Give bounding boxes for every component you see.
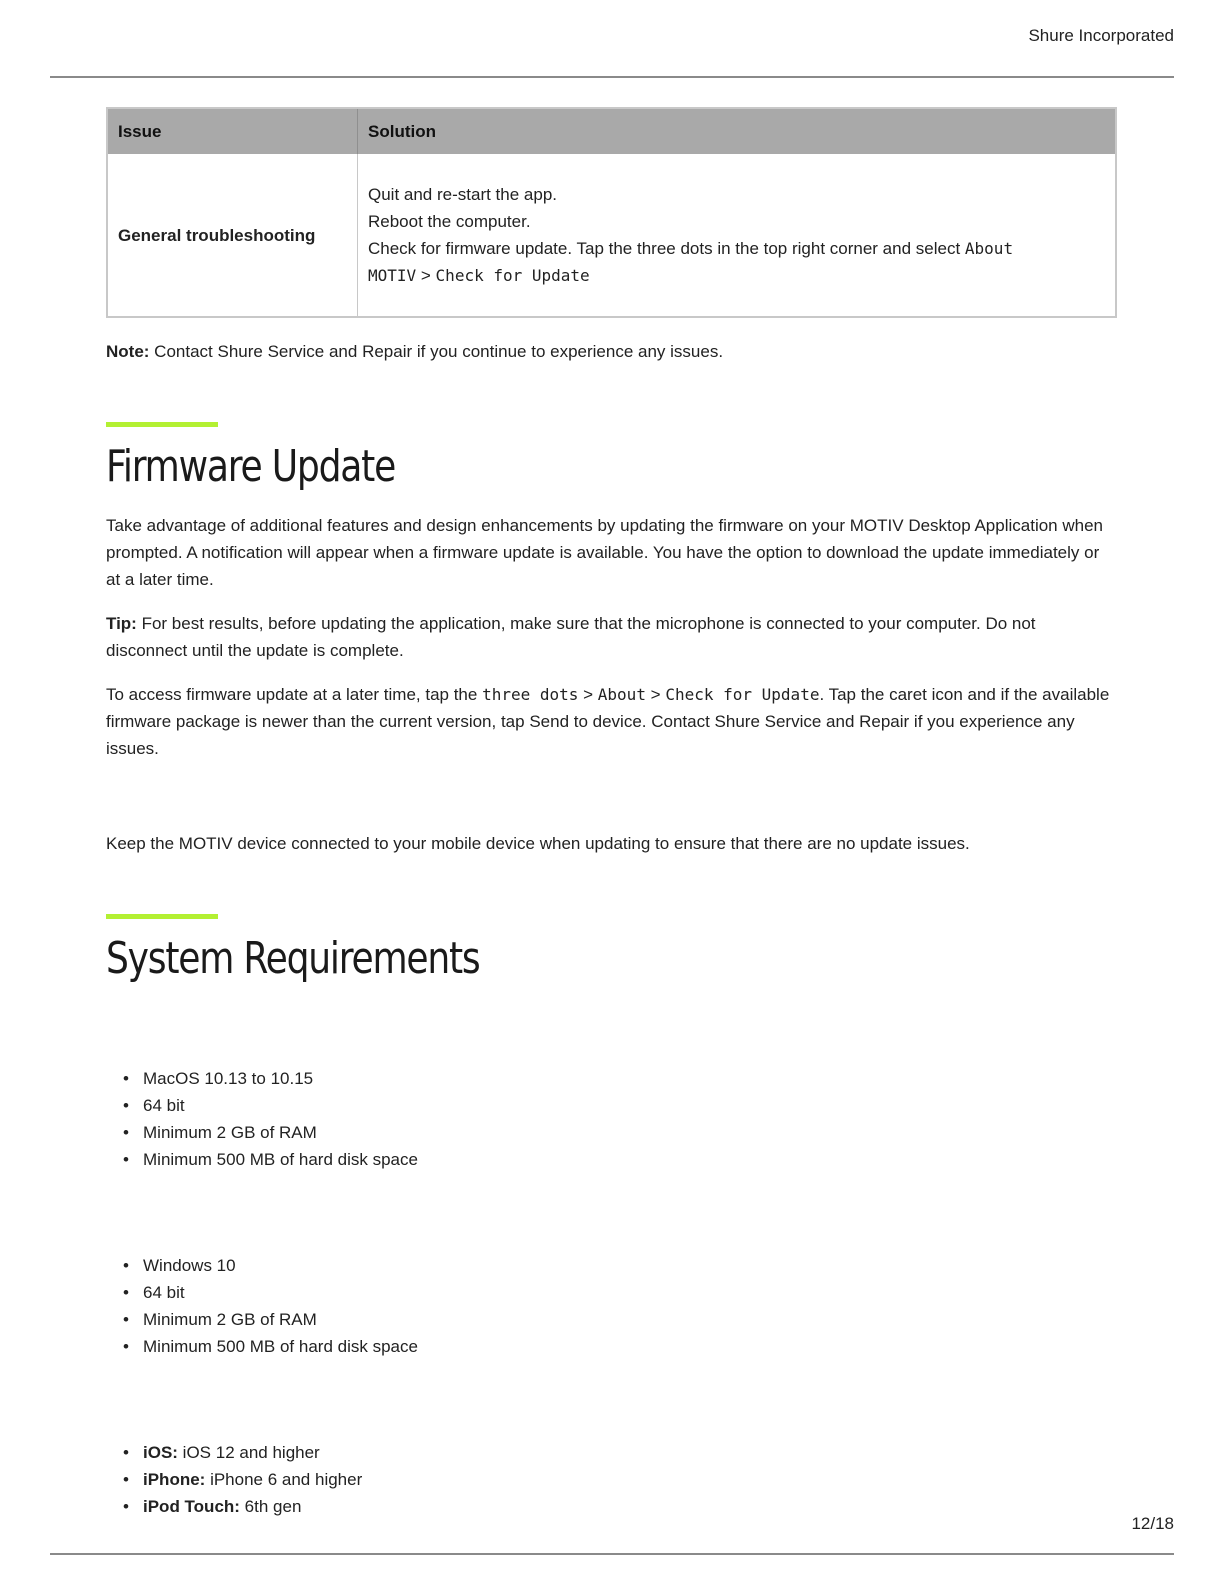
- list-item-text: 6th gen: [239, 1497, 302, 1516]
- bullet-icon: •: [123, 1310, 129, 1329]
- list-item: [106, 1279, 1118, 1306]
- list-item: [106, 1252, 1118, 1279]
- bullet-icon: •: [123, 1123, 129, 1142]
- list-item-text: Minimum 500 MB of hard disk space: [143, 1337, 418, 1356]
- list-item-label: iPod Touch:: [143, 1497, 240, 1516]
- list-item-text: Minimum 500 MB of hard disk space: [143, 1150, 418, 1169]
- bullet-icon: •: [123, 1069, 129, 1088]
- solution-line: Reboot the computer.: [368, 212, 531, 231]
- ios-requirements-list: [106, 1439, 1118, 1520]
- list-item-text: iPhone 6 and higher: [205, 1470, 363, 1489]
- header-company-name: Shure Incorporated: [1028, 26, 1174, 45]
- code-about: About: [964, 239, 1014, 258]
- section-title-firmware-update: Firmware Update: [106, 441, 396, 492]
- firmware-intro-paragraph: Take advantage of additional features and design enhancements by updating the firmware on your MOTIV Desktop Application when prompted. A notification will appear when a firmware update is available. You have the option to download the update immediately or at a later time.: [106, 516, 1103, 589]
- bullet-icon: •: [123, 1470, 129, 1489]
- list-item: [106, 1306, 1118, 1333]
- column-header-solution: Solution: [358, 108, 1117, 154]
- list-item: [106, 1119, 1118, 1146]
- footer-divider: [50, 1553, 1174, 1555]
- list-item: [106, 1065, 1118, 1092]
- list-item: [106, 1493, 1118, 1520]
- tip-text: For best results, before updating the application, make sure that the microphone is connected to your computer. Do not disconnect until the update is complete.: [106, 614, 1036, 660]
- issue-cell: General troubleshooting: [107, 154, 358, 317]
- code-check-for-update: Check for Update: [435, 266, 590, 285]
- separator: >: [578, 685, 598, 704]
- list-item-text: MacOS 10.13 to 10.15: [143, 1069, 314, 1088]
- separator: >: [416, 266, 436, 285]
- bullet-icon: •: [123, 1283, 129, 1302]
- bullet-icon: •: [123, 1497, 129, 1516]
- list-item: [106, 1092, 1118, 1119]
- mac-requirements-list: [106, 1065, 1118, 1173]
- page-content: [106, 107, 1118, 1520]
- code-about: About: [597, 685, 646, 704]
- bullet-icon: •: [123, 1096, 129, 1115]
- bullet-icon: •: [123, 1443, 129, 1462]
- solution-line: [368, 235, 1105, 262]
- list-item-text: 64 bit: [143, 1096, 185, 1115]
- firmware-access-paragraph: [106, 681, 1118, 762]
- table-row: [107, 154, 1116, 317]
- tip-label: Tip:: [106, 614, 137, 633]
- section-accent-bar: [106, 914, 218, 919]
- section-title-system-requirements: System Requirements: [106, 933, 480, 984]
- list-item-text: iOS 12 and higher: [177, 1443, 320, 1462]
- bullet-icon: •: [123, 1337, 129, 1356]
- list-item: [106, 1439, 1118, 1466]
- list-item-label: iOS:: [143, 1443, 178, 1462]
- list-item-text: Windows 10: [143, 1256, 236, 1275]
- solution-text: Check for firmware update. Tap the three dots in the top right corner and select: [368, 239, 965, 258]
- column-header-issue: Issue: [107, 108, 358, 154]
- list-item: [106, 1466, 1118, 1493]
- note-paragraph: [106, 338, 1118, 365]
- list-item: [106, 1146, 1118, 1173]
- firmware-update-section: [106, 422, 1118, 857]
- page-number: 12/18: [1131, 1514, 1174, 1533]
- section-accent-bar: [106, 422, 218, 427]
- code-motiv: MOTIV: [368, 266, 417, 285]
- list-item-label: iPhone:: [143, 1470, 206, 1489]
- solution-line: [368, 262, 1105, 289]
- code-check-for-update: Check for Update: [665, 685, 820, 704]
- bullet-icon: •: [123, 1256, 129, 1275]
- solution-cell: [358, 154, 1117, 317]
- note-label: Note:: [106, 342, 150, 361]
- note-text: Contact Shure Service and Repair if you continue to experience any issues.: [149, 342, 724, 361]
- table-header-row: [107, 108, 1116, 154]
- troubleshooting-table: [106, 107, 1117, 318]
- windows-requirements-list: [106, 1252, 1118, 1360]
- paragraph-text: To access firmware update at a later time, tap the: [106, 685, 483, 704]
- list-item-text: 64 bit: [143, 1283, 185, 1302]
- tip-paragraph: [106, 610, 1118, 664]
- list-item: [106, 1333, 1118, 1360]
- system-requirements-section: [106, 914, 1118, 1520]
- list-item-text: Minimum 2 GB of RAM: [143, 1310, 317, 1329]
- separator: >: [645, 685, 666, 704]
- bullet-icon: •: [123, 1150, 129, 1169]
- solution-line: Quit and re-start the app.: [368, 185, 557, 204]
- paragraph-text: . Tap the caret icon and if the available firmware package is newer than the current version, tap Send to device. Contact Shure Service and Repair if you experience any issues.: [106, 685, 1110, 758]
- keep-connected-paragraph: Keep the MOTIV device connected to your mobile device when updating to ensure that there are no update issues.: [106, 834, 970, 853]
- header-divider: [50, 76, 1174, 78]
- list-item-text: Minimum 2 GB of RAM: [143, 1123, 317, 1142]
- code-three-dots: three dots: [482, 685, 579, 704]
